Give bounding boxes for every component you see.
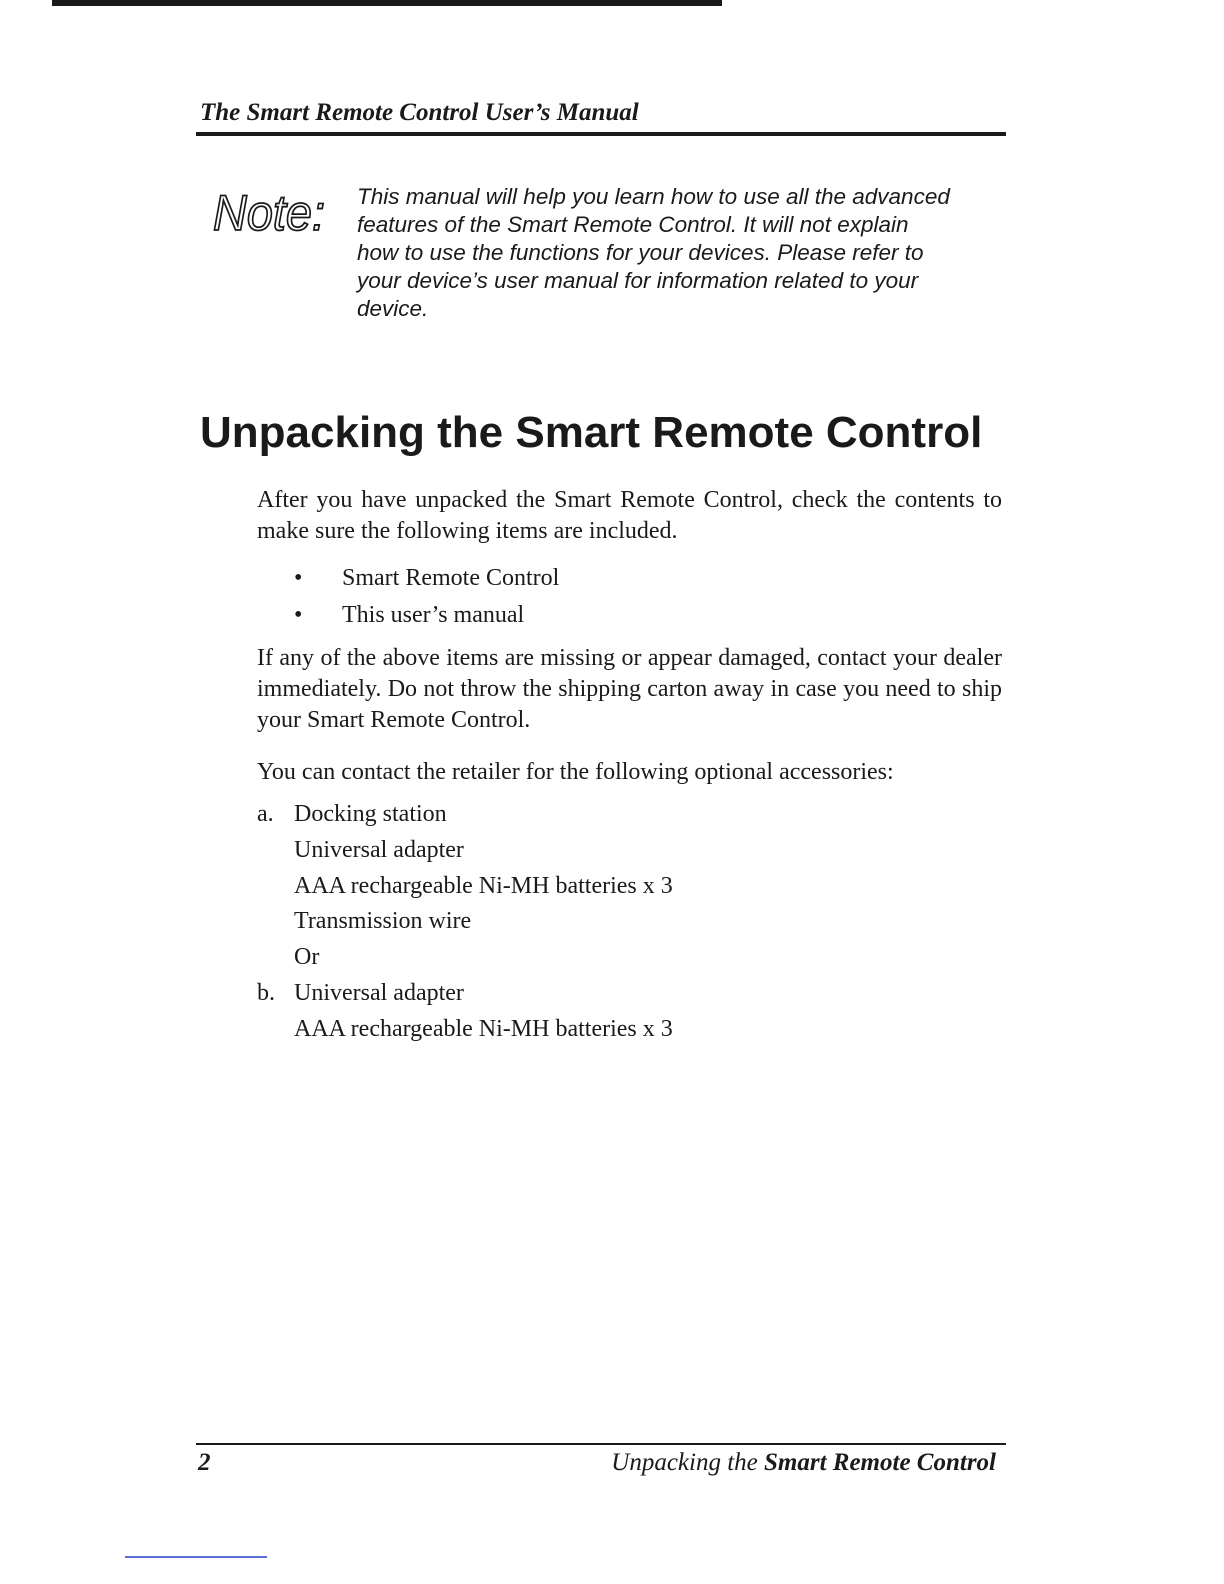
accessory-item <box>257 976 673 1012</box>
accessory-item <box>257 940 673 976</box>
intro-paragraph: After you have unpacked the Smart Remote Control, check the contents to make sure the following items are included. <box>257 487 1002 544</box>
accessory-item <box>257 797 673 833</box>
included-items-list <box>257 560 559 634</box>
list-item: • This user’s manual <box>257 597 559 634</box>
accessories-list <box>257 797 673 1048</box>
accessory-text: AAA rechargeable Ni-MH batteries x 3 <box>294 872 673 899</box>
accessory-item <box>257 904 673 940</box>
header-rule <box>196 132 1006 136</box>
bottom-scan-line <box>125 1556 267 1558</box>
section-title: Unpacking the Smart Remote Control <box>200 408 983 457</box>
note-line: features of the Smart Remote Control. It will not explain <box>357 212 909 237</box>
page-number: 2 <box>198 1449 211 1476</box>
accessory-text: Docking station <box>294 801 447 827</box>
list-item: • Smart Remote Control <box>257 560 559 597</box>
note-logo <box>211 182 329 242</box>
footer-section-title <box>611 1449 996 1477</box>
list-marker: a. <box>257 801 274 827</box>
footer-title-italic: Unpacking the <box>611 1449 765 1476</box>
accessory-item <box>257 869 673 905</box>
note-text <box>357 183 1007 323</box>
missing-items-paragraph: If any of the above items are missing or appear damaged, contact your dealer immediately. Do not throw the shipping carton away in case you need to ship your Smart Remote Control. <box>257 645 1002 733</box>
accessory-text: Or <box>294 944 320 971</box>
footer-rule <box>196 1443 1006 1445</box>
note-line: device. <box>357 296 429 321</box>
accessory-text: Transmission wire <box>294 908 472 935</box>
accessory-text: AAA rechargeable Ni-MH batteries x 3 <box>294 1015 673 1042</box>
accessory-item <box>257 1012 673 1048</box>
note-line: how to use the functions for your devices. Please refer to <box>357 240 924 265</box>
note-logo-text: Note: <box>213 185 325 241</box>
note-line: your device’s user manual for information related to your <box>357 268 919 293</box>
top-scan-bar <box>52 0 722 6</box>
accessory-text: Universal adapter <box>294 979 464 1006</box>
accessories-intro: You can contact the retailer for the following optional accessories: <box>257 759 894 785</box>
running-header: The Smart Remote Control User’s Manual <box>200 99 639 126</box>
accessory-text: Universal adapter <box>294 836 464 863</box>
note-line: This manual will help you learn how to use all the advanced <box>357 184 950 209</box>
accessory-item <box>257 833 673 869</box>
list-marker: b. <box>257 979 275 1006</box>
footer-title-bold: Smart Remote Control <box>764 1449 996 1476</box>
